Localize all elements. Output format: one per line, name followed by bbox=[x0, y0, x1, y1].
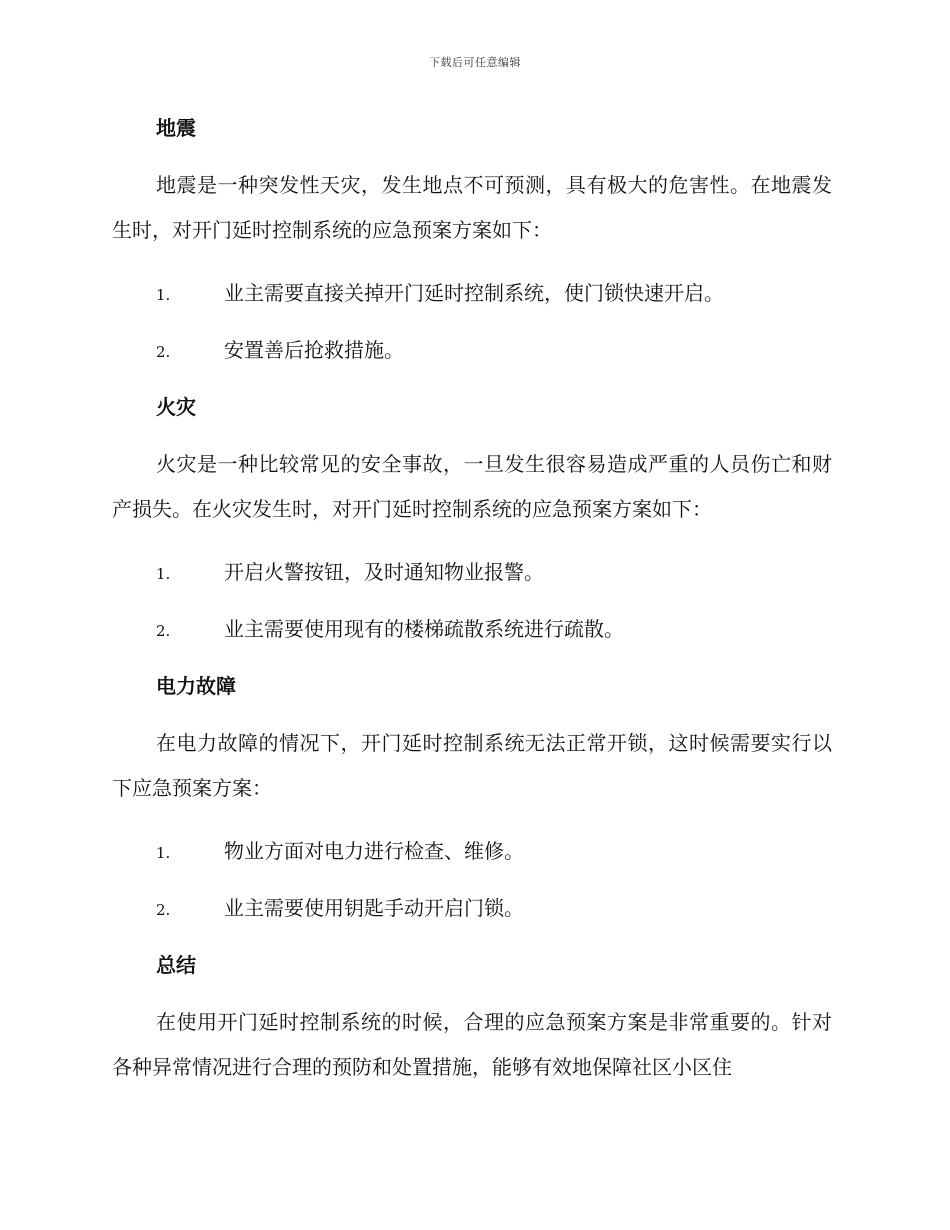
section-list-power-failure bbox=[112, 823, 832, 937]
list-item bbox=[112, 544, 832, 601]
section-list-fire bbox=[112, 544, 832, 658]
section-paragraph-summary: 在使用开门延时控制系统的时候，合理的应急预案方案是非常重要的。针对各种异常情况进行合理的预防和处置措施，能够有效地保障社区小区住 bbox=[112, 1010, 832, 1079]
list-item-number: 2. bbox=[156, 343, 171, 361]
list-item bbox=[112, 601, 832, 658]
list-item bbox=[112, 823, 832, 880]
list-item bbox=[112, 880, 832, 937]
list-item-number: 1. bbox=[156, 286, 171, 304]
section-heading-fire: 火灾 bbox=[156, 395, 196, 419]
section-heading-summary: 总结 bbox=[156, 953, 196, 977]
section-heading-earthquake: 地震 bbox=[156, 116, 196, 140]
section-paragraph-fire: 火灾是一种比较常见的安全事故，一旦发生很容易造成严重的人员伤亡和财产损失。在火灾发生时，对开门延时控制系统的应急预案方案如下： bbox=[112, 452, 832, 521]
list-item-number: 2. bbox=[156, 901, 171, 919]
section-heading-power-failure: 电力故障 bbox=[156, 674, 236, 698]
list-item bbox=[112, 265, 832, 322]
list-item-number: 1. bbox=[156, 565, 171, 583]
list-item-text: 业主需要使用现有的楼梯疏散系统进行疏散。 bbox=[224, 617, 624, 641]
section-list-earthquake bbox=[112, 265, 832, 379]
list-item-text: 开启火警按钮，及时通知物业报警。 bbox=[224, 560, 544, 584]
list-item-text: 业主需要直接关掉开门延时控制系统，使门锁快速开启。 bbox=[224, 281, 724, 305]
list-item-text: 业主需要使用钥匙手动开启门锁。 bbox=[224, 896, 524, 920]
list-item-number: 1. bbox=[156, 844, 171, 862]
document-body bbox=[112, 112, 832, 1090]
list-item-text: 安置善后抢救措施。 bbox=[224, 338, 404, 362]
section-paragraph-power-failure: 在电力故障的情况下，开门延时控制系统无法正常开锁，这时候需要实行以下应急预案方案： bbox=[112, 731, 832, 800]
section-paragraph-earthquake: 地震是一种突发性天灾，发生地点不可预测，具有极大的危害性。在地震发生时，对开门延时控制系统的应急预案方案如下： bbox=[112, 173, 832, 242]
list-item bbox=[112, 322, 832, 379]
page-header: 下载后可任意编辑 bbox=[429, 56, 521, 69]
list-item-text: 物业方面对电力进行检查、维修。 bbox=[224, 839, 524, 863]
list-item-number: 2. bbox=[156, 622, 171, 640]
